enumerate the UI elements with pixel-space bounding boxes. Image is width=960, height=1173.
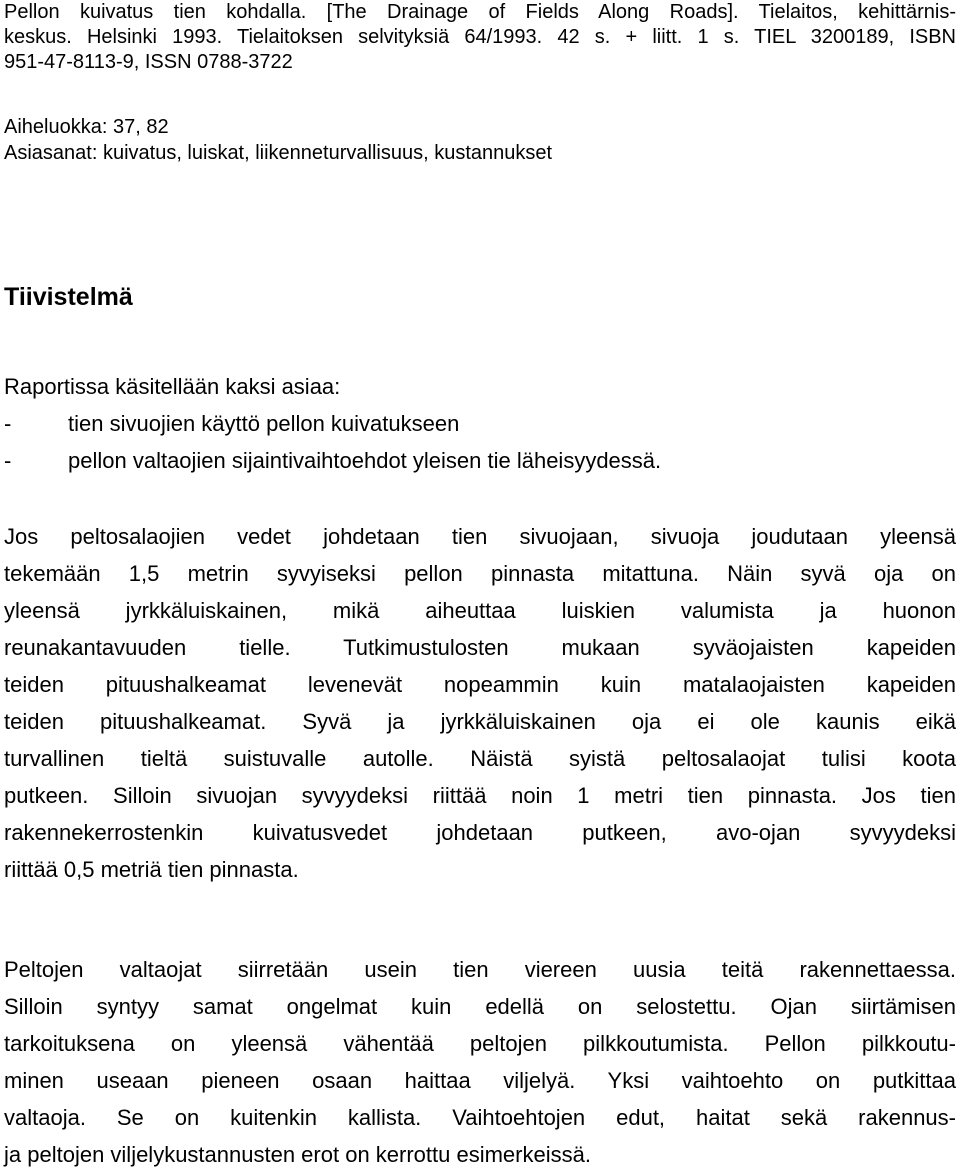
classification-block xyxy=(4,114,552,166)
list-marker: - xyxy=(4,448,12,473)
bibliography-line: keskus. Helsinki 1993. Tielaitoksen selvityksiä 64/1993. 42 s. + liitt. 1 s. TIEL 3200189, ISBN xyxy=(4,26,956,48)
bibliography-line: Pellon kuivatus tien kohdalla. [The Drainage of Fields Along Roads]. Tielaitos, kehittärnis- xyxy=(4,1,956,23)
paragraph-line: turvallinen tieltä suistuvalle autolle. Näistä syistä peltosalaojat tulisi koota xyxy=(4,746,956,771)
paragraph-line: putkeen. Silloin sivuojan syvyydeksi riittää noin 1 metri tien pinnasta. Jos tien xyxy=(4,783,956,808)
bibliographic-reference xyxy=(4,0,956,75)
paragraph-line: ja peltojen viljelykustannusten erot on kerrottu esimerkeissä. xyxy=(4,1142,591,1167)
paragraph-line: teiden pituushalkeamat levenevät nopeammin kuin matalaojaisten kapeiden xyxy=(4,672,956,697)
list-item xyxy=(4,442,661,479)
bibliography-line: 951-47-8113-9, ISSN 0788-3722 xyxy=(4,51,293,73)
paragraph-line: teiden pituushalkeamat. Syvä ja jyrkkäluiskainen oja ei ole kaunis eikä xyxy=(4,709,956,734)
paragraph-line: tekemään 1,5 metrin syvyiseksi pellon pinnasta mitattuna. Näin syvä oja on xyxy=(4,561,956,586)
list-item-text: pellon valtaojien sijaintivaihtoehdot yleisen tie läheisyydessä. xyxy=(68,448,662,473)
paragraph-line: Silloin syntyy samat ongelmat kuin edellä on selostettu. Ojan siirtämisen xyxy=(4,994,956,1019)
paragraph-line: tarkoituksena on yleensä vähentää peltojen pilkkoutumista. Pellon pilkkoutu- xyxy=(4,1031,956,1056)
list-item xyxy=(4,405,661,442)
list-item-text: tien sivuojien käyttö pellon kuivatukseen xyxy=(68,411,460,436)
paragraph-line: riittää 0,5 metriä tien pinnasta. xyxy=(4,857,299,882)
list-marker: - xyxy=(4,411,12,436)
paragraph-line: rakennekerrostenkin kuivatusvedet johdetaan putkeen, avo-ojan syvyydeksi xyxy=(4,820,956,845)
subject-class: Aiheluokka: 37, 82 xyxy=(4,116,169,138)
keywords: Asiasanat: kuivatus, luiskat, liikenneturvallisuus, kustannukset xyxy=(4,142,553,164)
paragraph-line: Peltojen valtaojat siirretään usein tien viereen uusia teitä rakennettaessa. xyxy=(4,957,956,982)
paragraph-line: Jos peltosalaojien vedet johdetaan tien sivuojaan, sivuoja joudutaan yleensä xyxy=(4,524,956,549)
paragraph-line: valtaoja. Se on kuitenkin kallista. Vaihtoehtojen edut, haitat sekä rakennus- xyxy=(4,1105,956,1130)
paragraph-ditches xyxy=(4,518,956,888)
abstract-heading: Tiivistelmä xyxy=(4,283,133,311)
paragraph-main-ditches xyxy=(4,951,956,1173)
paragraph-line: reunakantavuuden tielle. Tutkimustulosten mukaan syväojaisten kapeiden xyxy=(4,635,956,660)
topic-list xyxy=(4,405,661,479)
paragraph-line: minen useaan pieneen osaan haittaa viljelyä. Yksi vaihtoehto on putkittaa xyxy=(4,1068,956,1093)
abstract-intro: Raportissa käsitellään kaksi asiaa: xyxy=(4,374,341,399)
paragraph-line: yleensä jyrkkäluiskainen, mikä aiheuttaa luiskien valumista ja huonon xyxy=(4,598,956,623)
